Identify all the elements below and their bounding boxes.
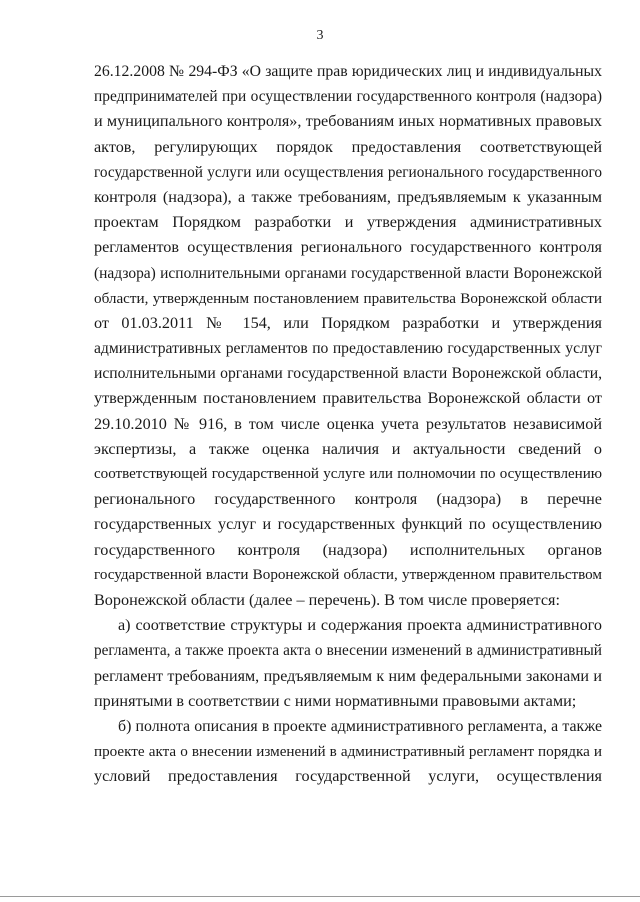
text-line: а) соответствие структуры и содержания проекта административного <box>118 616 602 635</box>
text-line: области, утвержденным постановлением правительства Воронежской области <box>94 289 602 307</box>
text-line: административных регламентов по предоставлению государственных услуг <box>94 340 602 358</box>
text-line: проекте акта о внесении изменений в административный регламент порядка и <box>94 743 602 761</box>
text-line: актов, регулирующих порядок предоставления соответствующей <box>94 137 602 156</box>
text-line: государственной власти Воронежской области, утвержденном правительством <box>94 566 602 583</box>
text-line: 29.10.2010 № 916, в том числе оценка учета результатов независимой <box>94 414 602 433</box>
body-text <box>94 59 602 789</box>
text-line: б) полнота описания в проекте административного регламента, а также <box>118 717 602 735</box>
text-line: принятыми в соответствии с ними нормативными правовыми актами; <box>94 691 577 710</box>
text-line: государственного контроля (надзора) исполнительных органов <box>94 540 602 559</box>
text-line: от 01.03.2011 № 154, или Порядком разработки и утверждения <box>94 313 602 332</box>
page-number: 3 <box>316 28 324 43</box>
text-line: проектам Порядком разработки и утверждения административных <box>94 213 602 232</box>
text-line: регламентов осуществления регионального государственного контроля <box>94 238 602 257</box>
text-line: 26.12.2008 № 294-ФЗ «О защите прав юридических лиц и индивидуальных <box>94 63 602 80</box>
text-line: и муниципального контроля», требованиям иных нормативных правовых <box>94 112 602 131</box>
text-line: соответствующей государственной услуге или полномочии по осуществлению <box>94 466 602 482</box>
text-line: государственной услуги или осуществления регионального государственного <box>94 163 602 181</box>
text-line: Воронежской области (далее – перечень). В том числе проверяется: <box>94 590 560 609</box>
text-line: государственных услуг и государственных функций по осуществлению <box>94 515 602 534</box>
text-line: экспертизы, а также оценка наличия и актуальности сведений о <box>94 439 602 458</box>
text-line: контроля (надзора), а также требованиям, предъявляемым к указанным <box>94 187 602 206</box>
text-line: исполнительными органами государственной власти Воронежской области, <box>94 365 602 383</box>
text-line: утвержденным постановлением правительства Воронежской области от <box>94 389 602 408</box>
text-line: регламента, а также проекта акта о внесении изменений в административный <box>94 642 602 660</box>
page-bottom-edge <box>0 896 640 897</box>
text-line: регионального государственного контроля (надзора) в перечне <box>94 490 602 509</box>
text-line: условий предоставления государственной услуги, осуществления <box>94 767 602 786</box>
text-line: (надзора) исполнительными органами государственной власти Воронежской <box>94 264 602 282</box>
text-line: регламент требованиям, предъявляемым к ним федеральными законами и <box>94 667 602 685</box>
text-line: предпринимателей при осуществлении государственного контроля (надзора) <box>94 88 602 106</box>
